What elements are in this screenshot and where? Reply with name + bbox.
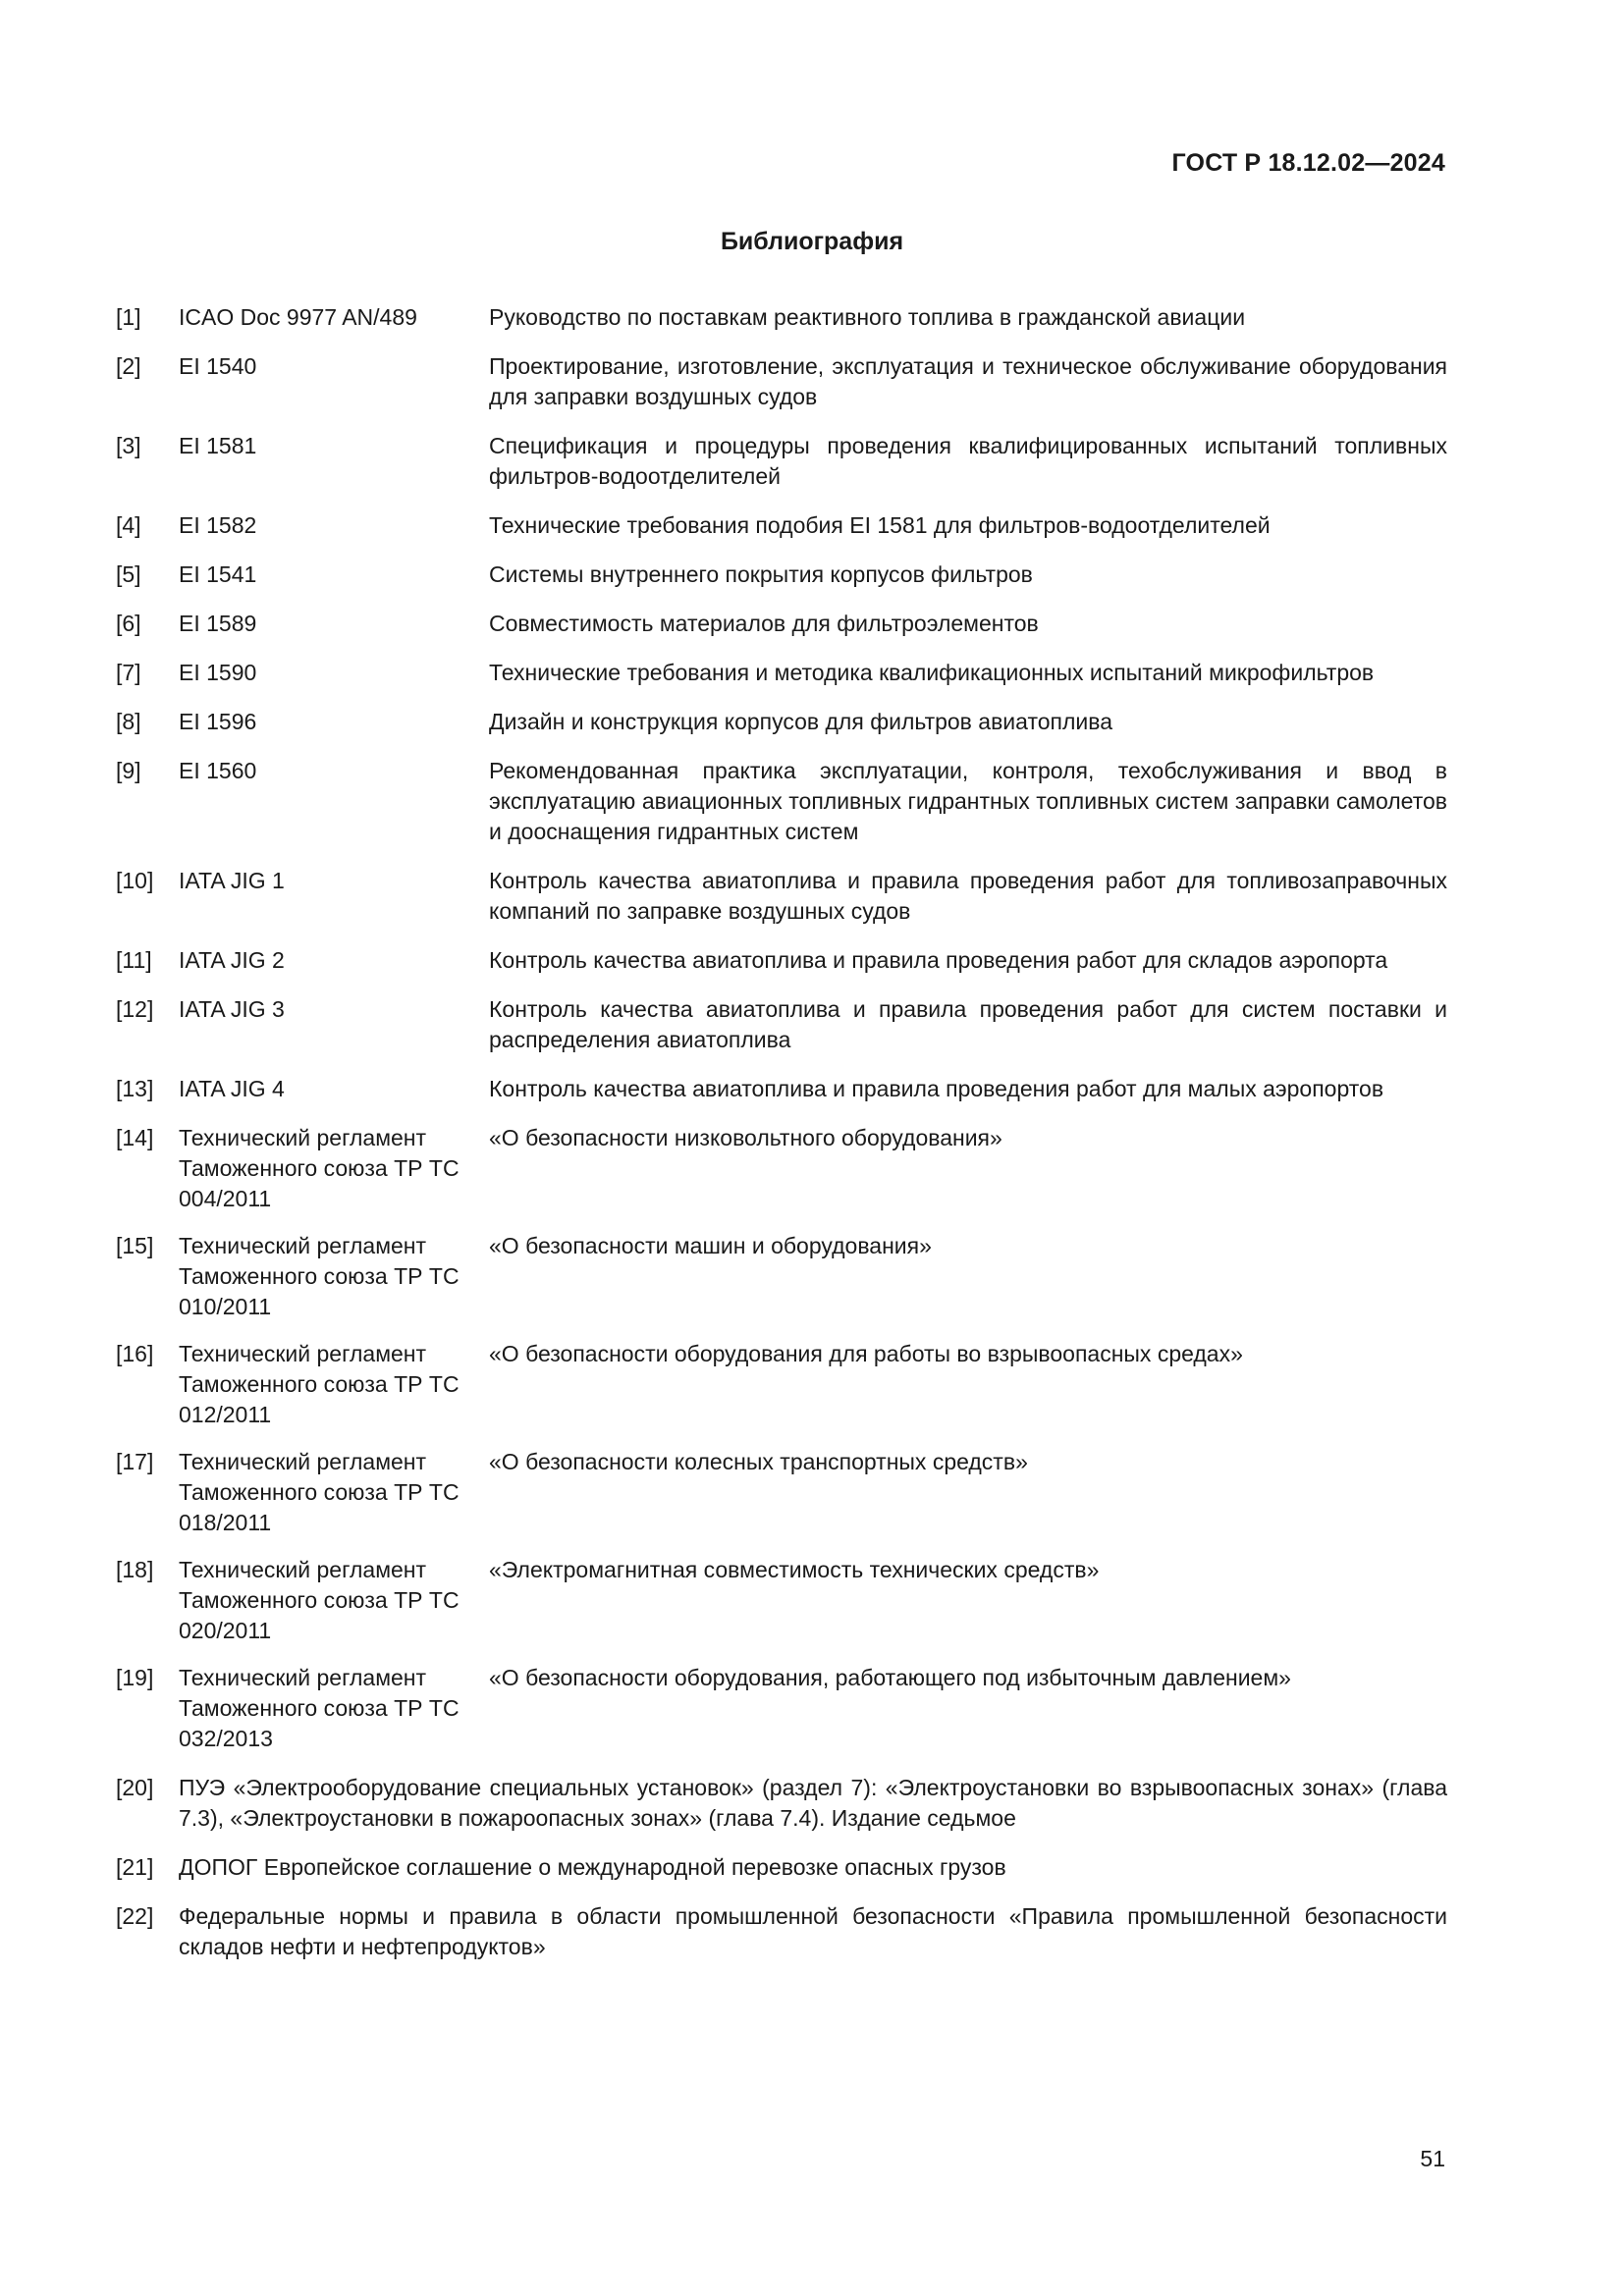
entry-code: EI 1596	[179, 709, 257, 734]
entry-number: [17]	[116, 1449, 154, 1474]
bibliography-list	[116, 302, 1447, 1962]
entry-number: [22]	[116, 1903, 154, 1929]
entry-description: «О безопасности оборудования для работы во взрывоопасных средах»	[489, 1341, 1243, 1366]
entry-description: «О безопасности машин и оборудования»	[489, 1233, 932, 1258]
entry-description: «О безопасности низковольтного оборудования»	[489, 1125, 1002, 1150]
entry-code: EI 1540	[179, 353, 257, 379]
entry-number: [20]	[116, 1775, 154, 1800]
entry-number: [15]	[116, 1233, 154, 1258]
bibliography-entry	[116, 1555, 1447, 1646]
entry-description: Дизайн и конструкция корпусов для фильтров авиатоплива	[489, 709, 1112, 734]
entry-text: Федеральные нормы и правила в области промышленной безопасности «Правила промышленной безопасности складов нефти и нефтепродуктов»	[179, 1903, 1447, 1959]
entry-number: [8]	[116, 709, 141, 734]
entry-code: IATA JIG 3	[179, 996, 285, 1022]
entry-number: [9]	[116, 758, 141, 783]
entry-description: Спецификация и процедуры проведения квалифицированных испытаний топливных фильтров-водоотделителей	[489, 433, 1447, 489]
entry-code: Технический регламент Таможенного союза ТР ТС 004/2011	[179, 1125, 460, 1211]
bibliography-entry	[116, 1123, 1447, 1214]
entry-code: Технический регламент Таможенного союза ТР ТС 018/2011	[179, 1449, 460, 1535]
entry-description: «О безопасности колесных транспортных средств»	[489, 1449, 1028, 1474]
bibliography-entry-full	[116, 1773, 1447, 1834]
entry-description: Совместимость материалов для фильтроэлементов	[489, 611, 1039, 636]
entry-code: EI 1582	[179, 512, 257, 538]
entry-number: [1]	[116, 304, 141, 330]
entry-code: Технический регламент Таможенного союза ТР ТС 010/2011	[179, 1233, 460, 1319]
bibliography-entry	[116, 945, 1447, 976]
document-id: ГОСТ Р 18.12.02—2024	[1171, 149, 1445, 177]
entry-number: [14]	[116, 1125, 154, 1150]
entry-number: [7]	[116, 660, 141, 685]
entry-description: Руководство по поставкам реактивного топлива в гражданской авиации	[489, 304, 1246, 330]
entry-description: Технические требования подобия EI 1581 для фильтров-водоотделителей	[489, 512, 1271, 538]
entry-description: Рекомендованная практика эксплуатации, контроля, техобслуживания и ввод в эксплуатацию авиационных топливных гидрантных топливных систем заправки самолетов и дооснащения гидрантных систем	[489, 758, 1447, 844]
entry-description: Контроль качества авиатоплива и правила проведения работ для складов аэропорта	[489, 947, 1388, 973]
bibliography-entry	[116, 351, 1447, 412]
entry-code: IATA JIG 4	[179, 1076, 285, 1101]
entry-number: [5]	[116, 561, 141, 587]
entry-text: ДОПОГ Европейское соглашение о международной перевозке опасных грузов	[179, 1854, 1006, 1880]
entry-number: [13]	[116, 1076, 154, 1101]
entry-code: EI 1581	[179, 433, 257, 458]
page-number: 51	[1420, 2146, 1445, 2171]
entry-number: [12]	[116, 996, 154, 1022]
bibliography-entry	[116, 609, 1447, 639]
bibliography-entry	[116, 1231, 1447, 1322]
entry-code: EI 1589	[179, 611, 257, 636]
entry-description: Контроль качества авиатоплива и правила проведения работ для малых аэропортов	[489, 1076, 1384, 1101]
entry-number: [4]	[116, 512, 141, 538]
entry-number: [11]	[116, 947, 152, 973]
entry-code: IATA JIG 1	[179, 868, 285, 893]
bibliography-entry-full	[116, 1852, 1447, 1883]
entry-number: [10]	[116, 868, 154, 893]
bibliography-entry	[116, 1074, 1447, 1104]
entry-code: Технический регламент Таможенного союза ТР ТС 032/2013	[179, 1665, 460, 1751]
bibliography-entry	[116, 302, 1447, 333]
entry-description: Технические требования и методика квалификационных испытаний микрофильтров	[489, 660, 1375, 685]
entry-description: «О безопасности оборудования, работающего под избыточным давлением»	[489, 1665, 1291, 1690]
entry-description: Проектирование, изготовление, эксплуатация и техническое обслуживание оборудования для заправки воздушных судов	[489, 353, 1447, 409]
entry-code: Технический регламент Таможенного союза ТР ТС 020/2011	[179, 1557, 460, 1643]
section-title: Библиография	[720, 228, 904, 255]
bibliography-entry	[116, 994, 1447, 1055]
bibliography-entry	[116, 707, 1447, 737]
entry-number: [3]	[116, 433, 141, 458]
bibliography-entry	[116, 658, 1447, 688]
entry-code: EI 1541	[179, 561, 257, 587]
entry-description: «Электромагнитная совместимость технических средств»	[489, 1557, 1100, 1582]
entry-code: IATA JIG 2	[179, 947, 285, 973]
entry-number: [2]	[116, 353, 141, 379]
entry-number: [18]	[116, 1557, 154, 1582]
entry-code: Технический регламент Таможенного союза ТР ТС 012/2011	[179, 1341, 460, 1427]
bibliography-entry	[116, 1339, 1447, 1430]
bibliography-entry-full	[116, 1901, 1447, 1962]
bibliography-entry	[116, 1663, 1447, 1754]
bibliography-entry	[116, 560, 1447, 590]
entry-description: Системы внутреннего покрытия корпусов фильтров	[489, 561, 1033, 587]
entry-number: [16]	[116, 1341, 154, 1366]
bibliography-entry	[116, 866, 1447, 927]
bibliography-entry	[116, 756, 1447, 847]
bibliography-entry	[116, 1447, 1447, 1538]
entry-text: ПУЭ «Электрооборудование специальных установок» (раздел 7): «Электроустановки во взрывоопасных зонах» (глава 7.3), «Электроустановки в пожароопасных зонах» (глава 7.4). Издание седьмое	[179, 1775, 1447, 1831]
entry-number: [6]	[116, 611, 141, 636]
entry-number: [21]	[116, 1854, 154, 1880]
entry-description: Контроль качества авиатоплива и правила проведения работ для систем поставки и распределения авиатоплива	[489, 996, 1447, 1052]
entry-code: ICAO Doc 9977 AN/489	[179, 304, 417, 330]
entry-code: EI 1560	[179, 758, 257, 783]
bibliography-entry	[116, 510, 1447, 541]
entry-description: Контроль качества авиатоплива и правила проведения работ для топливозаправочных компаний по заправке воздушных судов	[489, 868, 1447, 924]
bibliography-entry	[116, 431, 1447, 492]
entry-code: EI 1590	[179, 660, 257, 685]
entry-number: [19]	[116, 1665, 154, 1690]
